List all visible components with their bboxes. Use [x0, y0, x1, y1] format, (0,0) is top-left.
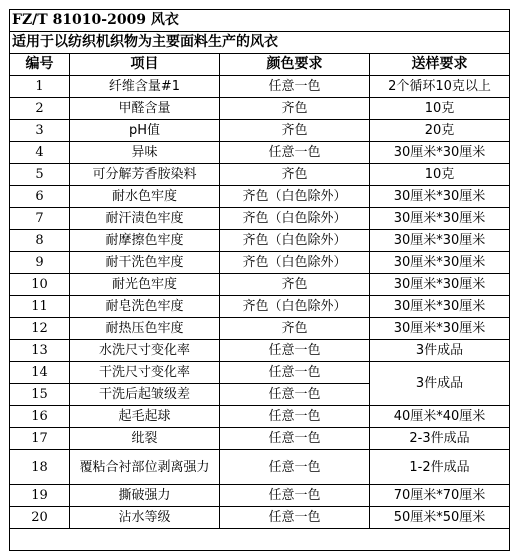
row-color: 任意一色 — [220, 485, 370, 507]
row-num: 8 — [10, 230, 70, 252]
header-row — [10, 54, 510, 76]
row-num: 20 — [10, 507, 70, 529]
row-sample: 30厘米*30厘米 — [370, 208, 510, 230]
row-color: 齐色 — [220, 120, 370, 142]
row-sample: 50厘米*50厘米 — [370, 507, 510, 529]
row-num: 13 — [10, 340, 70, 362]
table-row — [10, 274, 510, 296]
table-row — [10, 318, 510, 340]
standard-title: FZ/T 81010-2009 风衣 — [10, 10, 510, 32]
row-color: 任意一色 — [220, 406, 370, 428]
row-item: 甲醛含量 — [70, 98, 220, 120]
requirements-table — [9, 9, 510, 551]
row-color: 齐色 — [220, 274, 370, 296]
row-num: 14 — [10, 362, 70, 384]
row-sample: 30厘米*30厘米 — [370, 230, 510, 252]
row-color: 任意一色 — [220, 142, 370, 164]
row-color: 齐色 — [220, 98, 370, 120]
row-item: 覆粘合衬部位剥离强力 — [70, 450, 220, 485]
subtitle-row — [10, 32, 510, 54]
scope-subtitle: 适用于以纺织机织物为主要面料生产的风衣 — [10, 32, 510, 54]
row-color: 齐色（白色除外） — [220, 208, 370, 230]
row-num: 5 — [10, 164, 70, 186]
row-item: 耐水色牢度 — [70, 186, 220, 208]
row-item: 干洗后起皱级差 — [70, 384, 220, 406]
row-num: 17 — [10, 428, 70, 450]
row-color: 任意一色 — [220, 428, 370, 450]
table-row — [10, 362, 510, 384]
row-num: 10 — [10, 274, 70, 296]
row-item: pH值 — [70, 120, 220, 142]
table-row — [10, 98, 510, 120]
row-num: 12 — [10, 318, 70, 340]
row-color: 齐色 — [220, 318, 370, 340]
row-color: 任意一色 — [220, 76, 370, 98]
row-num: 9 — [10, 252, 70, 274]
row-color: 齐色（白色除外） — [220, 252, 370, 274]
row-color: 齐色（白色除外） — [220, 230, 370, 252]
table-row — [10, 120, 510, 142]
title-row — [10, 10, 510, 32]
row-num: 3 — [10, 120, 70, 142]
table-row — [10, 252, 510, 274]
row-num: 4 — [10, 142, 70, 164]
row-item: 异味 — [70, 142, 220, 164]
row-color: 齐色 — [220, 164, 370, 186]
row-num: 2 — [10, 98, 70, 120]
row-item: 纰裂 — [70, 428, 220, 450]
table-row — [10, 142, 510, 164]
row-item: 耐汗渍色牢度 — [70, 208, 220, 230]
row-num: 7 — [10, 208, 70, 230]
row-num: 1 — [10, 76, 70, 98]
row-sample: 30厘米*30厘米 — [370, 142, 510, 164]
table-row — [10, 186, 510, 208]
row-item: 干洗尺寸变化率 — [70, 362, 220, 384]
row-sample: 40厘米*40厘米 — [370, 406, 510, 428]
row-sample: 30厘米*30厘米 — [370, 252, 510, 274]
col-header-item: 项目 — [70, 54, 220, 76]
table-row — [10, 296, 510, 318]
row-item: 水洗尺寸变化率 — [70, 340, 220, 362]
row-item: 起毛起球 — [70, 406, 220, 428]
row-num: 15 — [10, 384, 70, 406]
row-sample: 70厘米*70厘米 — [370, 485, 510, 507]
col-header-num: 编号 — [10, 54, 70, 76]
row-sample: 30厘米*30厘米 — [370, 296, 510, 318]
row-color: 任意一色 — [220, 384, 370, 406]
row-item: 沾水等级 — [70, 507, 220, 529]
row-color: 齐色（白色除外） — [220, 296, 370, 318]
row-num: 18 — [10, 450, 70, 485]
row-num: 11 — [10, 296, 70, 318]
row-color: 齐色（白色除外） — [220, 186, 370, 208]
row-color: 任意一色 — [220, 340, 370, 362]
col-header-color: 颜色要求 — [220, 54, 370, 76]
row-sample: 10克 — [370, 98, 510, 120]
row-item: 耐光色牢度 — [70, 274, 220, 296]
row-sample: 20克 — [370, 120, 510, 142]
row-num: 19 — [10, 485, 70, 507]
row-color: 任意一色 — [220, 450, 370, 485]
table-row — [10, 428, 510, 450]
row-num: 16 — [10, 406, 70, 428]
row-item: 耐干洗色牢度 — [70, 252, 220, 274]
table-row — [10, 507, 510, 529]
table-row — [10, 406, 510, 428]
row-sample: 2-3件成品 — [370, 428, 510, 450]
row-sample-merged: 3件成品 — [370, 362, 510, 406]
row-sample: 30厘米*30厘米 — [370, 186, 510, 208]
row-sample: 10克 — [370, 164, 510, 186]
row-num: 6 — [10, 186, 70, 208]
table-row — [10, 164, 510, 186]
table-row — [10, 208, 510, 230]
table-row — [10, 230, 510, 252]
row-sample: 3件成品 — [370, 340, 510, 362]
row-item: 耐皂洗色牢度 — [70, 296, 220, 318]
row-item: 纤维含量#1 — [70, 76, 220, 98]
col-header-sample: 送样要求 — [370, 54, 510, 76]
row-item: 耐摩擦色牢度 — [70, 230, 220, 252]
row-sample: 2个循环10克以上 — [370, 76, 510, 98]
table-row — [10, 485, 510, 507]
row-color: 任意一色 — [220, 362, 370, 384]
row-sample: 30厘米*30厘米 — [370, 274, 510, 296]
table-row — [10, 450, 510, 485]
row-sample: 1-2件成品 — [370, 450, 510, 485]
row-sample: 30厘米*30厘米 — [370, 318, 510, 340]
row-item: 可分解芳香胺染料 — [70, 164, 220, 186]
table-row — [10, 340, 510, 362]
row-item: 撕破强力 — [70, 485, 220, 507]
row-color: 任意一色 — [220, 507, 370, 529]
row-item: 耐热压色牢度 — [70, 318, 220, 340]
table-row — [10, 76, 510, 98]
